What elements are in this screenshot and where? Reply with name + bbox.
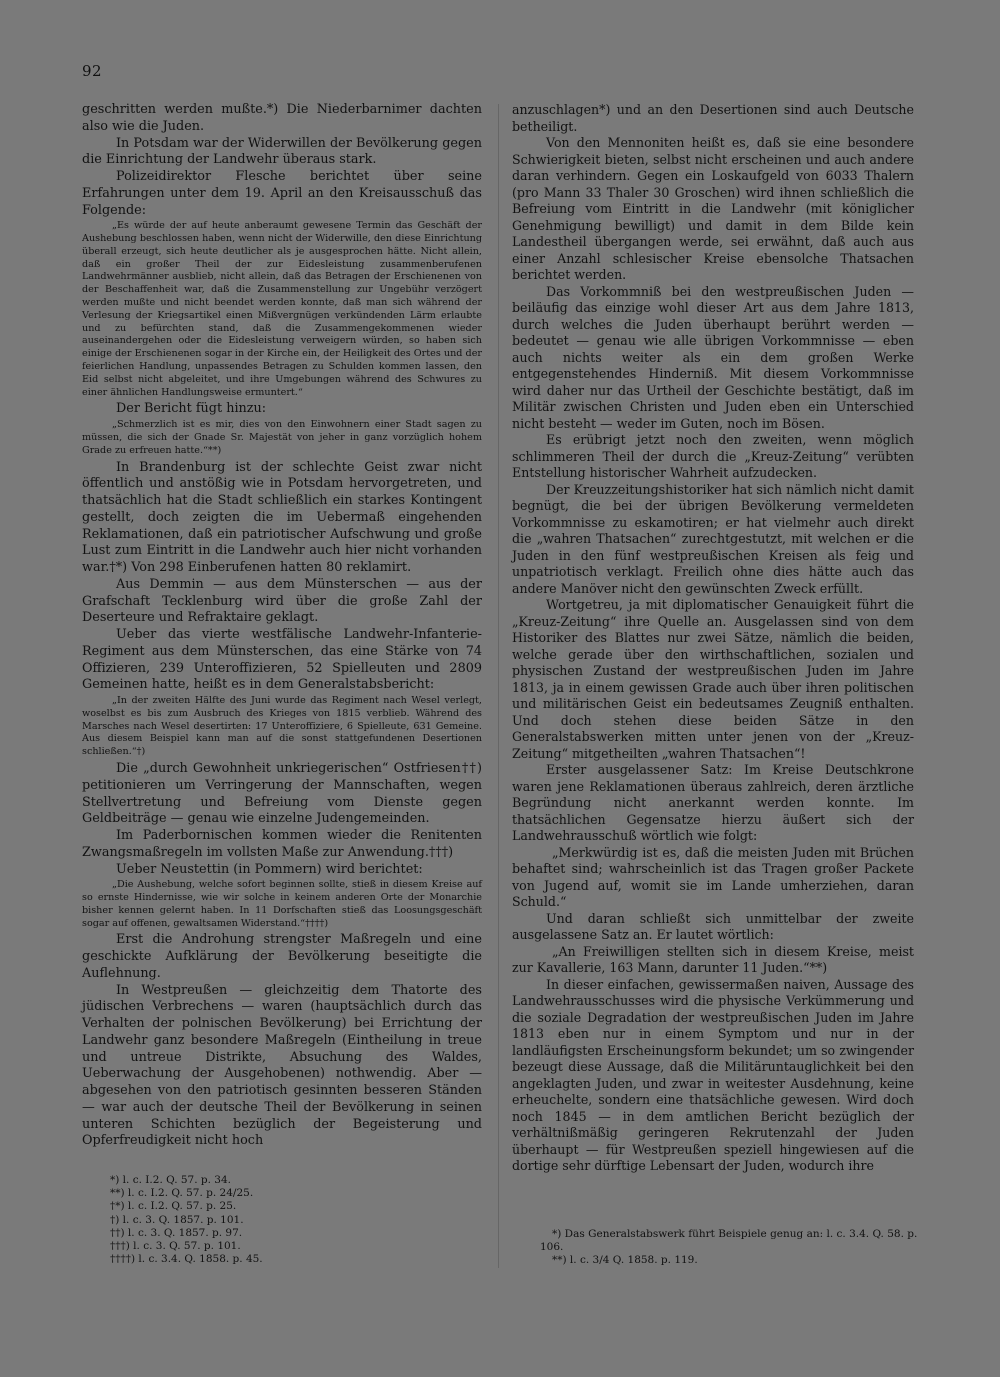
footnote: †*) l. c. I.2. Q. 57. p. 25. — [110, 1200, 237, 1213]
paragraph: Wortgetreu, ja mit diplomatischer Genauigkeit führt die „Kreuz-Zeitung“ ihre Quelle an. Ausgelassen sind von dem Historiker des Blattes nur zwei Sätze, nämlich die beiden, welche gerade über den wirthschaftlichen, sozialen und physischen Zustand der westpreußischen Juden im Jahre 1813, ja in einem gewissen Grade auch über ihren politischen und militärischen Geist ein bedeutsames Zeugniß enthalten. Und doch stehen diese beiden Sätze in den Generalstabswerken mitten unter jenen von der „Kreuz-Zeitung“ mitgetheilten „wahren Thatsachen“! — [512, 597, 914, 761]
paragraph: Polizeidirektor Flesche berichtet über seine Erfahrungen unter dem 19. April an den Kreisausschuß das Folgende: — [82, 169, 482, 218]
paragraph: Von den Mennoniten heißt es, daß sie eine besondere Schwierigkeit bieten, selbst nicht erscheinen und auch andere daran verhindern. Gegen ein Loskaufgeld von 6033 Thalern (pro Mann 33 Thaler 30 Groschen) wird ihnen schließlich die Befreiung vom Eintritt in die Landwehr (mit königlicher Genehmigung bewilligt) und damit in dem Bilde kein Landestheil übergangen werde, sei erwähnt, daß auch aus einer Anzahl schlesischer Kreise ebensolche Thatsachen berichtet werden. — [512, 135, 914, 282]
footnote: ††††) l. c. 3.4. Q. 1858. p. 45. — [110, 1253, 263, 1266]
footnote: **) l. c. I.2. Q. 57. p. 24/25. — [110, 1187, 254, 1200]
paragraph: Das Vorkommniß bei den westpreußischen Juden — beiläufig das einzige wohl dieser Art aus dem Jahre 1813, durch welches die Juden überhaupt berührt werden — bedeutet — genau wie alle übrigen Vorkommnisse — eben auch nichts weiter als ein dem großen Werke entgegenstehendes Hinderniß. Mit diesem Vorkommnisse wird daher nur das Urtheil der Geschichte bestätigt, daß im Militär zwischen Christen und Juden eben ein Unterschied nicht besteht — weder im Guten, noch im Bösen. — [512, 283, 914, 431]
quote-paragraph: „Schmerzlich ist es mir, dies von den Einwohnern einer Stadt sagen zu müssen, die sich der Gnade Sr. Majestät von jeher in ganz vorzüglich hohem Grade zu erfreuen hatte.“**) — [82, 419, 482, 456]
paragraph: Aus Demmin — aus dem Münsterschen — aus der Grafschaft Tecklenburg wird über die große Zahl der Deserteure und Refraktaire geklagt. — [82, 576, 482, 626]
footnote: †††) l. c. 3. Q. 57. p. 101. — [110, 1240, 241, 1253]
footnote: *) l. c. I.2. Q. 57. p. 34. — [110, 1174, 232, 1186]
footnote: **) l. c. 3/4 Q. 1858. p. 119. — [552, 1254, 698, 1267]
paragraph: In Westpreußen — gleichzeitig dem Thatorte des jüdischen Verbrechens — waren (hauptsächlich durch das Verhalten der polnischen Bevölkerung) bei Errichtung der Landwehr ganz besondere Maßregeln (Eintheilung in treue und untreue Distrikte, Absuchung des Waldes, Ueberwachung der Ausgehobenen) nothwendig. Aber — abgesehen von den patriotisch gesinnten besseren Ständen — war auch der deutsche Theil der Bevölkerung in seinen unteren Schichten bezüglich der Begeisterung und Opferfreudigkeit nicht hoch — [82, 982, 482, 1149]
paragraph: Im Paderbornischen kommen wieder die Renitenten Zwangsmaßregeln im vollsten Maße zur Anwendung.†††) — [82, 828, 482, 860]
paragraph: Ueber das vierte westfälische Landwehr-Infanterie-Regiment aus dem Münsterschen, das eine Stärke von 74 Offizieren, 239 Unteroffizieren, 52 Spielleuten und 2809 Gemeinen hatte, heißt es in dem Generalstabsbericht: — [82, 627, 482, 693]
right-footnotes — [540, 1228, 920, 1268]
quote-paragraph: „Die Aushebung, welche sofort beginnen sollte, stieß in diesem Kreise auf so ernste Hindernisse, wie wir solche in keinem anderen Orte der Monarchie bisher kennen gelernt haben. In 11 Dorfschaften stieß das Loosungsgeschäft sogar auf offenen, gewaltsamen Widerstand.“††††) — [82, 879, 482, 929]
paragraph: Ueber Neustettin (in Pommern) wird berichtet: — [116, 861, 423, 877]
paragraph: Es erübrigt jetzt noch den zweiten, wenn möglich schlimmeren Theil der durch die „Kreuz-Zeitung“ verübten Entstellung historischer Wahrheit aufzudecken. — [512, 432, 914, 480]
paragraph: Der Bericht fügt hinzu: — [116, 401, 267, 417]
quote-paragraph: „An Freiwilligen stellten sich in diesem Kreise, meist zur Kavallerie, 163 Mann, darunter 11 Juden.“**) — [512, 943, 914, 975]
quote-paragraph: „Merkwürdig ist es, daß die meisten Juden mit Brüchen behaftet sind; wahrscheinlich ist das Tragen großer Packete von Jugend auf, womit sie im Lande umherziehen, daran Schuld.“ — [512, 844, 914, 909]
quote-paragraph: „In der zweiten Hälfte des Juni wurde das Regiment nach Wesel verlegt, woselbst es bis zum Ausbruch des Krieges von 1815 verblieb. Während des Marsches nach Wesel desertirten: 17 Unteroffiziere, 6 Spielleute, 631 Gemeine. Aus diesem Beispiel kann man auf die sonst stattgefundenen Desertionen schließen.“†) — [82, 695, 482, 758]
footnote: ††) l. c. 3. Q. 1857. p. 97. — [110, 1226, 243, 1239]
paragraph: geschritten werden mußte.*) Die Niederbarnimer dachten also wie die Juden. — [82, 102, 482, 134]
footnote: †) l. c. 3. Q. 1857. p. 101. — [110, 1213, 244, 1226]
footnote: *) Das Generalstabswerk führt Beispiele genug an: l. c. 3.4. Q. 58. p. 106. — [540, 1228, 918, 1254]
paragraph: In Potsdam war der Widerwillen der Bevölkerung gegen die Einrichtung der Landwehr überaus stark. — [82, 135, 482, 168]
paragraph: Die „durch Gewohnheit unkriegerischen“ Ostfriesen††) petitionieren um Verringerung der Mannschaften, wegen Stellvertretung und Befreiung vom Dienste gegen Geldbeiträge — genau wie einzelne Judengemeinden. — [82, 761, 482, 827]
paragraph: In Brandenburg ist der schlechte Geist zwar nicht öffentlich und anstößig wie in Potsdam hervorgetreten, und thatsächlich hat die Stadt schließlich ein starkes Kontingent gestellt, doch zeigten die im Uebermaß eingehenden Reklamationen, daß ein patriotischer Aufschwung und große Lust zum Eintritt in die Landwehr auch hier nicht vorhanden war.†*) Von 298 Einberufenen hatten 80 reklamirt. — [82, 459, 482, 576]
paragraph: In dieser einfachen, gewissermaßen naiven, Aussage des Landwehrausschusses wird die physische Verkümmerung und die soziale Degradation der westpreußischen Juden im Jahre 1813 eben nur in einem Symptom und nur in der landläufigsten Erscheinungsform bekundet; um so zwingender bezeugt diese Aussage, daß die Militäruntauglichkeit bei den angeklagten Juden, und zwar in weitester Ausdehnung, keine erheuchelte, sondern eine thatsächliche gewesen. Wird doch noch 1845 — in dem amtlichen Bericht bezüglich der verhältnißmäßig geringeren Rekrutenzahl der Juden überhaupt — für Westpreußen speziell hingewiesen auf die dortige sehr dürftige Lebensart der Juden, wodurch ihre — [512, 976, 914, 1173]
left-column — [82, 102, 482, 1150]
paragraph: Und daran schließt sich unmittelbar der zweite ausgelassene Satz an. Er lautet wörtlich: — [512, 910, 914, 942]
left-footnotes — [110, 1174, 370, 1266]
paragraph: Der Kreuzzeitungshistoriker hat sich nämlich nicht damit begnügt, die bei der übrigen Bevölkerung vermeldeten Vorkommnisse zu eskamotiren; er hat vielmehr auch direkt die „wahren Thatsachen“ zurechtgestutzt, mit welchen er die Juden in den fünf westpreußischen Kreisen als feig und unpatriotisch verklagt. Freilich ohne dies hätte auch das andere Manöver nicht den gewünschten Zweck erfüllt. — [512, 481, 914, 596]
column-divider — [498, 104, 499, 1268]
right-column — [512, 102, 914, 1175]
paragraph: Erster ausgelassener Satz: Im Kreise Deutschkrone waren jene Reklamationen überaus zahlreich, deren ärztliche Begründung nicht anerkannt werden konnte. Im thatsächlichen Gegensatze hierzu äußert sich der Landwehrausschuß wörtlich wie folgt: — [512, 762, 914, 843]
paragraph: anzuschlagen*) und an den Desertionen sind auch Deutsche betheiligt. — [512, 102, 914, 134]
paragraph: Erst die Androhung strengster Maßregeln und eine geschickte Aufklärung der Bevölkerung beseitigte die Auflehnung. — [82, 932, 482, 981]
page-number: 92 — [82, 62, 103, 80]
quote-paragraph: „Es würde der auf heute anberaumt gewesene Termin das Geschäft der Aushebung beschlossen haben, wenn nicht der Widerwille, den diese Einrichtung überall erzeugt, sich heute deutlicher als je ausgesprochen hätte. Nicht allein, daß ein großer Theil der zur Eidesleistung zusammenberufenen Landwehrmänner ausblieb, nicht allein, daß das Betragen der Erschienenen von der Beschaffenheit war, daß die Zusammenstellung zur Ungebühr verzögert werden mußte und nicht beendet werden konnte, daß man sich während der Verlesung der Kriegsartikel einen Mißvergnügen verkündenden Lärm erlaubte und zu befürchten stand, daß die Zusammengekommenen wieder auseinandergehen oder die Eidesleistung verweigern würden, so haben sich einige der Erschienenen sogar in der Kirche ein, der Heiligkeit des Ortes und der feierlichen Handlung, unpassendes Betragen zu Schulden kommen lassen, den Eid selbst nicht abgeleitet, und ihre Umgebungen während des Schwures zu einer ähnlichen Handlungsweise ermuntert.“ — [82, 220, 482, 398]
